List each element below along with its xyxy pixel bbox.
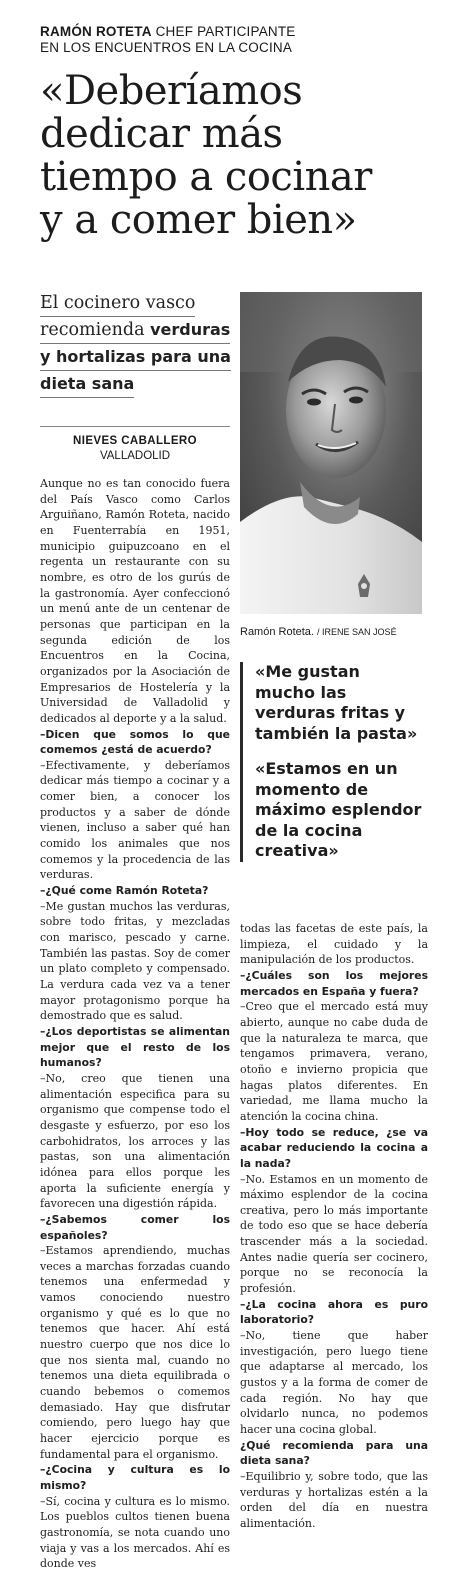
pullquote-1-line-2: mucho las [255,682,347,702]
pullquote-2-line-3: máximo esplendor [255,800,422,819]
standfirst-line-3: y hortalizas para una [40,347,231,366]
standfirst-line-4: dieta sana [40,374,135,393]
interview-question: –¿Cocina y cultura es lo mismo? [40,1463,230,1492]
interview-question: –¿Sabemos comer los españoles? [40,1212,230,1242]
headline [40,70,465,242]
pullquotes [240,662,450,862]
headline-line-1: «Deberíamos [40,68,303,114]
interview-question: –¿La cocina ahora es puro laboratorio? [240,1297,428,1327]
article-paragraph: –Sí, cocina y cultura es lo mismo. Los pueblos cultos tienen buena gastronomía, se nota cuando uno viaja y vas a los mercados. Ahí es donde ves [40,1494,230,1571]
kicker-role: CHEF PARTICIPANTE [155,24,296,39]
article-paragraph: todas las facetas de este país, la limpieza, el cuidado y la manipulación de los productos. [240,922,428,967]
pullquote-2-line-5: creativa» [255,841,339,860]
interview-question: –¿Cuáles son los mejores mercados en España y fuera? [240,968,428,998]
caption-text: Ramón Roteta. [240,626,314,638]
standfirst [40,291,240,398]
byline-city: VALLADOLID [99,450,171,462]
caption-credit: / IRENE SAN JOSÉ [317,627,397,637]
standfirst-line-2-bold: verduras [150,320,231,339]
standfirst-line-1: El cocinero vasco [40,291,195,317]
interview-question: –Hoy todo se reduce, ¿se va acabar reduciendo la cocina a la nada? [240,1125,428,1170]
article-paragraph: –Estamos aprendiendo, muchas veces a marchas forzadas cuando tenemos una enfermedad y vamos conociendo nuestro organismo y qué es lo que no tenemos que hacer. Ahí está nuestro cuerpo que nos dice lo que nos sienta mal, cuando no tenemos una dieta equilibrada o cuando bebemos o comemos demasiado. Hay que disfrutar comiendo, pero luego hay que hacer ejercicio porque es fundamental para el organismo. [40,1244,230,1461]
pullquote-1-line-4: también la pasta» [255,723,418,743]
article-paragraph: –Equilibrio y, sobre todo, que las verduras y hortalizas estén a la orden del día en nuestra alimentación. [240,1469,428,1530]
article-column-2 [240,921,428,1532]
standfirst-line-2-plain: recomienda [40,320,151,340]
article-paragraph: –No, tiene que haber investigación, pero luego tiene que adaptarse al mercado, los gustos y a la forma de comer de cada región. No hay que olvidarlo nunca, no podemos hacer una cocina global. [240,1329,428,1436]
headline-line-2: dedicar más [40,111,283,157]
byline-author: NIEVES CABALLERO [73,435,197,447]
article-paragraph: –No. Estamos en un momento de máximo esplendor de la cocina creativa, pero lo más importante de todo eso que se hace debería trascender más a la sociedad. Antes nadie quería ser cocinero, porque no se reconocía la profesión. [240,1172,428,1296]
pullquote-2-line-1: «Estamos en un [255,759,398,778]
chef-photo [240,292,422,614]
interview-question: –¿Qué come Ramón Roteta? [40,884,209,898]
article-paragraph: –Me gustan muchos las verduras, sobre todo fritas, y mezcladas con marisco, pescado y carne. También las pastas. Soy de comer un plato completo y compensado. La verdura cada vez va a tener mayor protagonismo porque ha demostrado que es salud. [40,899,230,1023]
pullquote-1-line-3: verduras fritas y [255,703,406,722]
byline [40,434,230,464]
headline-line-4: y a comer bien» [40,197,357,243]
interview-question: –Dicen que somos lo que comemos ¿está de acuerdo? [40,727,230,757]
byline-rule [40,426,230,427]
interview-question: –¿Los deportistas se alimentan mejor que el resto de los humanos? [40,1024,230,1070]
chef-portrait-image [240,292,422,614]
kicker-name: RAMÓN ROTETA [40,24,152,39]
article-paragraph: Aunque no es tan conocido fuera del País Vasco como Carlos Arguiñano, Ramón Roteta, nacido en Fuenterrabía en 1951, municipio guipuzcoano en el regenta un restaurante con su nombre, es otro de los gurús de la gastronomía. Ayer confeccionó un menú ante de un centenar de personas que participan en la segunda edición de los Encuentros en la Cocina, organizados por la Asociación de Empresarios de Hostelería y la Universidad de Valladolid y dedicados al deporte y a la salud. [40,477,230,725]
article-paragraph: –Creo que el mercado está muy abierto, aunque no cabe duda de que la naturaleza te marca, que tengamos primavera, verano, otoño e invierno propicia que hagas platos diferentes. En variedad, me llama mucho la atención la cocina china. [240,1000,428,1123]
article-column-1 [40,476,230,1572]
kicker [40,24,460,56]
pullquote-2-line-4: de la cocina [255,820,363,840]
headline-line-3: tiempo a cocinar [40,154,372,200]
pullquote-2-line-2: momento de [255,779,369,799]
pullquote-1-line-1: «Me gustan [255,662,360,681]
photo-caption [240,626,450,638]
kicker-line2: EN LOS ENCUENTROS EN LA COCINA [40,40,293,55]
article-paragraph: –Efectivamente, y deberíamos dedicar más tiempo a cocinar y a comer bien, a conocer los productos y a saber de dónde vienen, incluso a saber qué han comido los animales que nos comemos y la procedencia de las verduras. [40,758,230,882]
article-paragraph: –No, creo que tienen una alimentación especifica para su organismo que compense todo el desgaste y esfuerzo, por eso los carbohidratos, los arroces y las pastas, son una alimentación idónea para ellos porque les aporta la suficiente energía y favorecen una digestión rápida. [40,1071,230,1211]
interview-question: ¿Qué recomienda para una dieta sana? [240,1438,428,1468]
